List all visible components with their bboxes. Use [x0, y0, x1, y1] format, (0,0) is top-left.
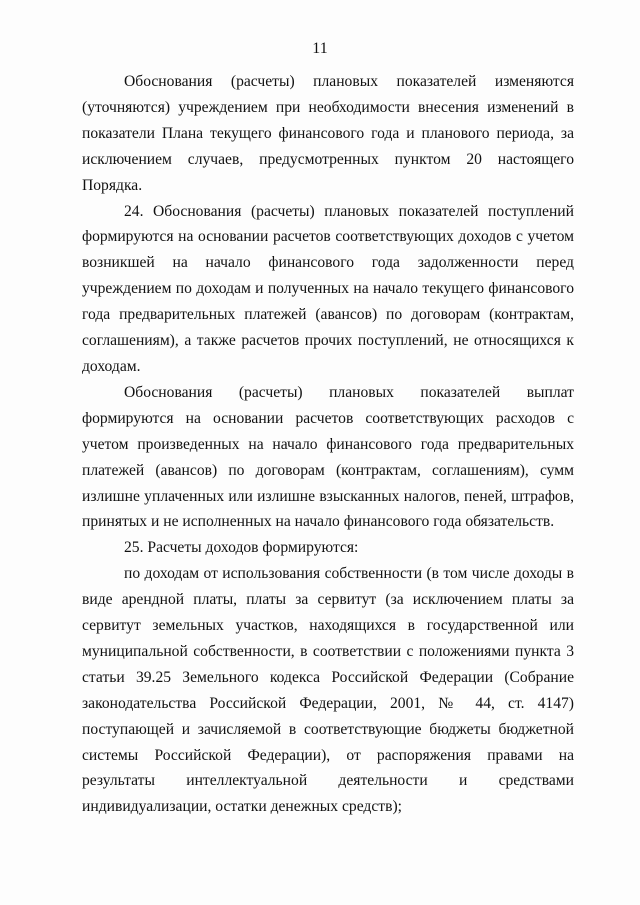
- paragraph-justification-changes: Обоснования (расчеты) плановых показателей изменяются (уточняются) учреждением при необходимости внесения изменений в показатели Плана текущего финансового года и планового периода, за исключением случаев, предусмотренных пунктом 20 настоящего Порядка.: [82, 73, 574, 194]
- page-number: 11: [312, 40, 328, 57]
- paragraph-24-receipts: 24. Обоснования (расчеты) плановых показателей поступлений формируются на основании расчетов соответствующих доходов с учетом возникшей на начало финансового года задолженности перед учреждением по доходам и полученных на начало текущего финансового года предварительных платежей (авансов) по договорам (контрактам, соглашениям), а также расчетов прочих поступлений, не относящихся к доходам.: [82, 202, 574, 375]
- paragraph-25-heading: 25. Расчеты доходов формируются:: [124, 539, 359, 557]
- paragraph-payments-justification: Обоснования (расчеты) плановых показателей выплат формируются на основании расчетов соответствующих расходов с учетом произведенных на начало финансового года предварительных платежей (авансов) по договорам (контрактам, соглашениям), сумм излишне уплаченных или излишне взысканных налогов, пеней, штрафов, принятых и не исполненных на начало финансового года обязательств.: [82, 383, 574, 531]
- document-body: [82, 69, 574, 820]
- paragraph-property-income: по доходам от использования собственности (в том числе доходы в виде арендной платы, платы за сервитут (за исключением платы за сервитут земельных участков, находящихся в государственной или муниципальной собственности, в соответствии с положениями пункта 3 статьи 39.25 Земельного кодекса Российской Федерации (Собрание законодательства Российской Федерации, 2001, № 44, ст. 4147) поступающей и зачисляемой в соответствующие бюджеты бюджетной системы Российской Федерации), от распоряжения правами на результаты интеллектуальной деятельности и средствами индивидуализации, остатки денежных средств);: [82, 565, 574, 816]
